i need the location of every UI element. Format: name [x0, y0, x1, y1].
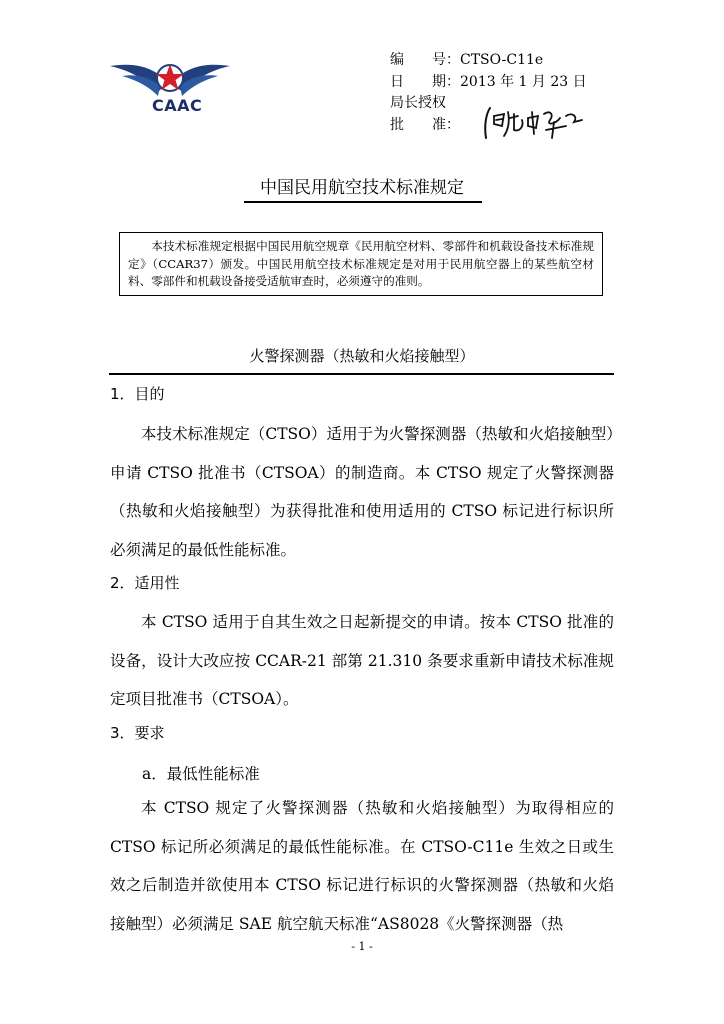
title-underline	[244, 201, 482, 203]
number-value: CTSO-C11e	[460, 52, 544, 68]
authorized-label: 局长授权	[390, 95, 446, 111]
section-3-heading: 3．要求	[110, 724, 165, 742]
section-3a-text: 本 CTSO 规定了火警探测器（热敏和火焰接触型）为取得相应的 CTSO 标记所必须满足的最低性能标准。在 CTSO-C11e 生效之日或生效之后制造并欲使用本 CTSO 标记进行标识的火警探测器（热敏和火焰接触型）必须满足 SAE 航空航天标准“AS8028《火警探测器（热	[110, 799, 614, 933]
section-3a-heading: a．最低性能标准	[142, 765, 260, 783]
date-label: 日 期：	[390, 73, 460, 90]
section-2-heading: 2．适用性	[110, 574, 180, 592]
section-2-text: 本 CTSO 适用于自其生效之日起新提交的申请。按本 CTSO 批准的设备，设计大改应按 CCAR-21 部第 21.310 条要求重新申请技术标准规定项目批准书（CTSOA）。	[110, 613, 614, 708]
section-1-heading: 1．目的	[110, 385, 165, 403]
subject-underline	[109, 373, 614, 375]
handwritten-signature	[480, 104, 590, 142]
logo-text: CAAC	[152, 96, 203, 115]
date-value: 2013 年 1 月 23 日	[460, 73, 587, 90]
section-1-text: 本技术标准规定（CTSO）适用于为火警探测器（热敏和火焰接触型）申请 CTSO 批准书（CTSOA）的制造商。本 CTSO 规定了火警探测器（热敏和火焰接触型）为获得批准和使用适用的 CTSO 标记进行标识所必须满足的最低性能标准。	[110, 425, 614, 559]
notice-box: 本技术标准规定根据中国民用航空规章《民用航空材料、零部件和机载设备技术标准规定》（CCAR37）颁发。中国民用航空技术标准规定是对用于民用航空器上的某些航空材料、零部件和机载设备接受适航审查时，必须遵守的准则。	[119, 232, 603, 296]
document-number-row	[390, 50, 587, 72]
number-label: 编 号：	[390, 52, 460, 68]
approve-label: 批 准：	[390, 116, 460, 133]
subject-heading: 火警探测器（热敏和火焰接触型）	[249, 347, 475, 365]
document-date-row	[390, 72, 587, 94]
document-title: 中国民用航空技术标准规定	[260, 178, 464, 198]
page-number: - 1 -	[351, 940, 373, 953]
